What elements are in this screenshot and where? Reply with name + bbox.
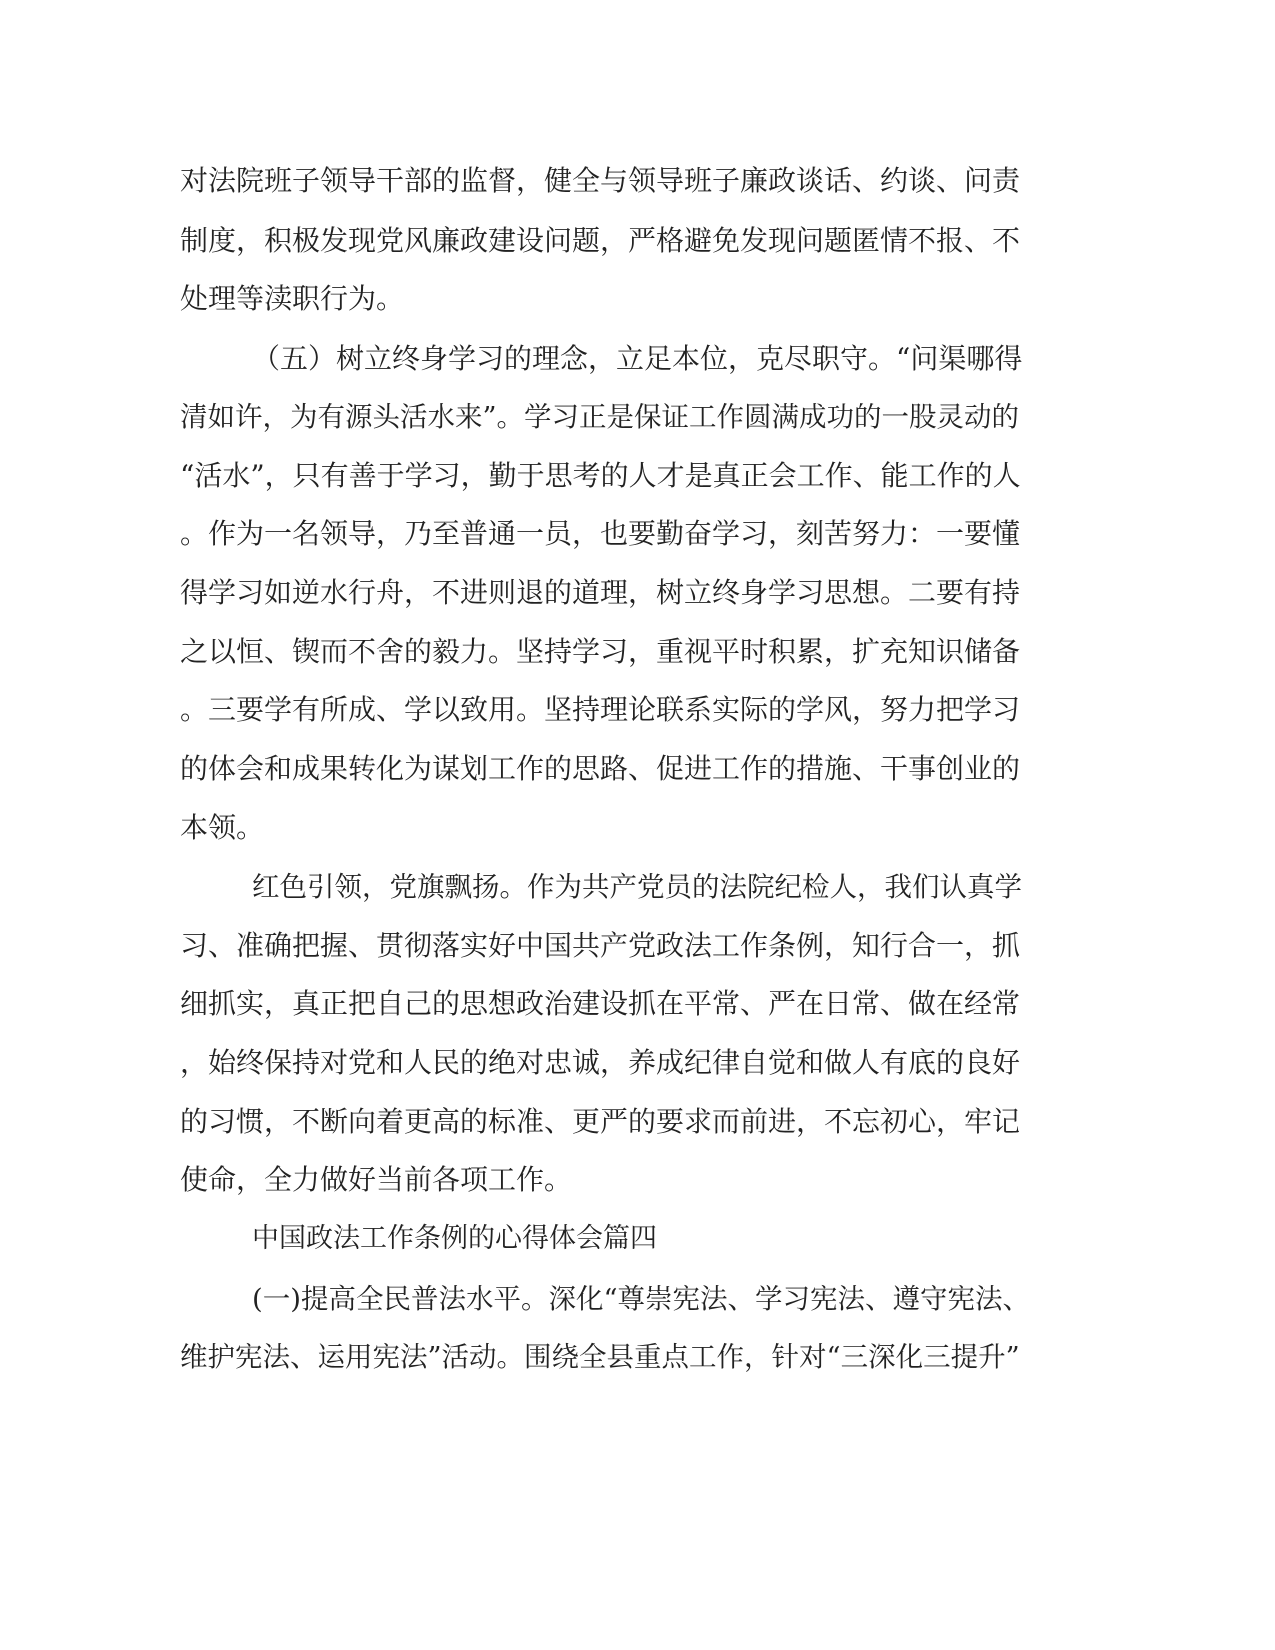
text-line: 。作为一名领导，乃至普通一员，也要勤奋学习，刻苦努力：一要懂	[180, 517, 1021, 550]
text-line: 使命，全力做好当前各项工作。	[180, 1163, 573, 1196]
text-line: 红色引领，党旗飘扬。作为共产党员的法院纪检人，我们认真学	[252, 871, 1022, 903]
text-line: 习、准确把握、贯彻落实好中国共产党政法工作条例，知行合一，抓	[180, 929, 1021, 962]
text-line: 清如许，为有源头活水来”。学习正是保证工作圆满成功的一股灵动的	[180, 401, 1020, 433]
text-line: 维护宪法、运用宪法”活动。围绕全县重点工作，针对“三深化三提升”	[180, 1341, 1020, 1373]
text-line: 细抓实，真正把自己的思想政治建设抓在平常、严在日常、做在经常	[180, 987, 1021, 1020]
text-line: 得学习如逆水行舟，不进则退的道理，树立终身学习思想。二要有持	[180, 576, 1021, 609]
text-line: 的习惯，不断向着更高的标准、更严的要求而前进，不忘初心，牢记	[180, 1105, 1021, 1138]
text-line: 处理等渎职行为。	[180, 282, 405, 315]
text-line: （五）树立终身学习的理念，立足本位，克尽职守。“问渠哪得	[252, 342, 1023, 375]
text-line: ，始终保持对党和人民的绝对忠诚，养成纪律自觉和做人有底的良好	[180, 1046, 1021, 1079]
text-line: 的体会和成果转化为谋划工作的思路、促进工作的措施、干事创业的	[180, 752, 1021, 785]
text-line: 制度，积极发现党风廉政建设问题，严格避免发现问题匿情不报、不	[180, 224, 1021, 257]
text-line: 本领。	[180, 811, 265, 844]
text-line: 对法院班子领导干部的监督，健全与领导班子廉政谈话、约谈、问责	[180, 164, 1021, 197]
text-line: 之以恒、锲而不舍的毅力。坚持学习，重视平时积累，扩充知识储备	[180, 635, 1021, 668]
section-heading: 中国政法工作条例的心得体会篇四	[252, 1223, 657, 1254]
text-line: (一)提高全民普法水平。深化“尊崇宪法、学习宪法、遵守宪法、	[252, 1283, 1031, 1315]
text-line: “活水”，只有善于学习，勤于思考的人才是真正会工作、能工作的人	[180, 459, 1021, 492]
text-line: 。三要学有所成、学以致用。坚持理论联系实际的学风，努力把学习	[180, 693, 1021, 726]
